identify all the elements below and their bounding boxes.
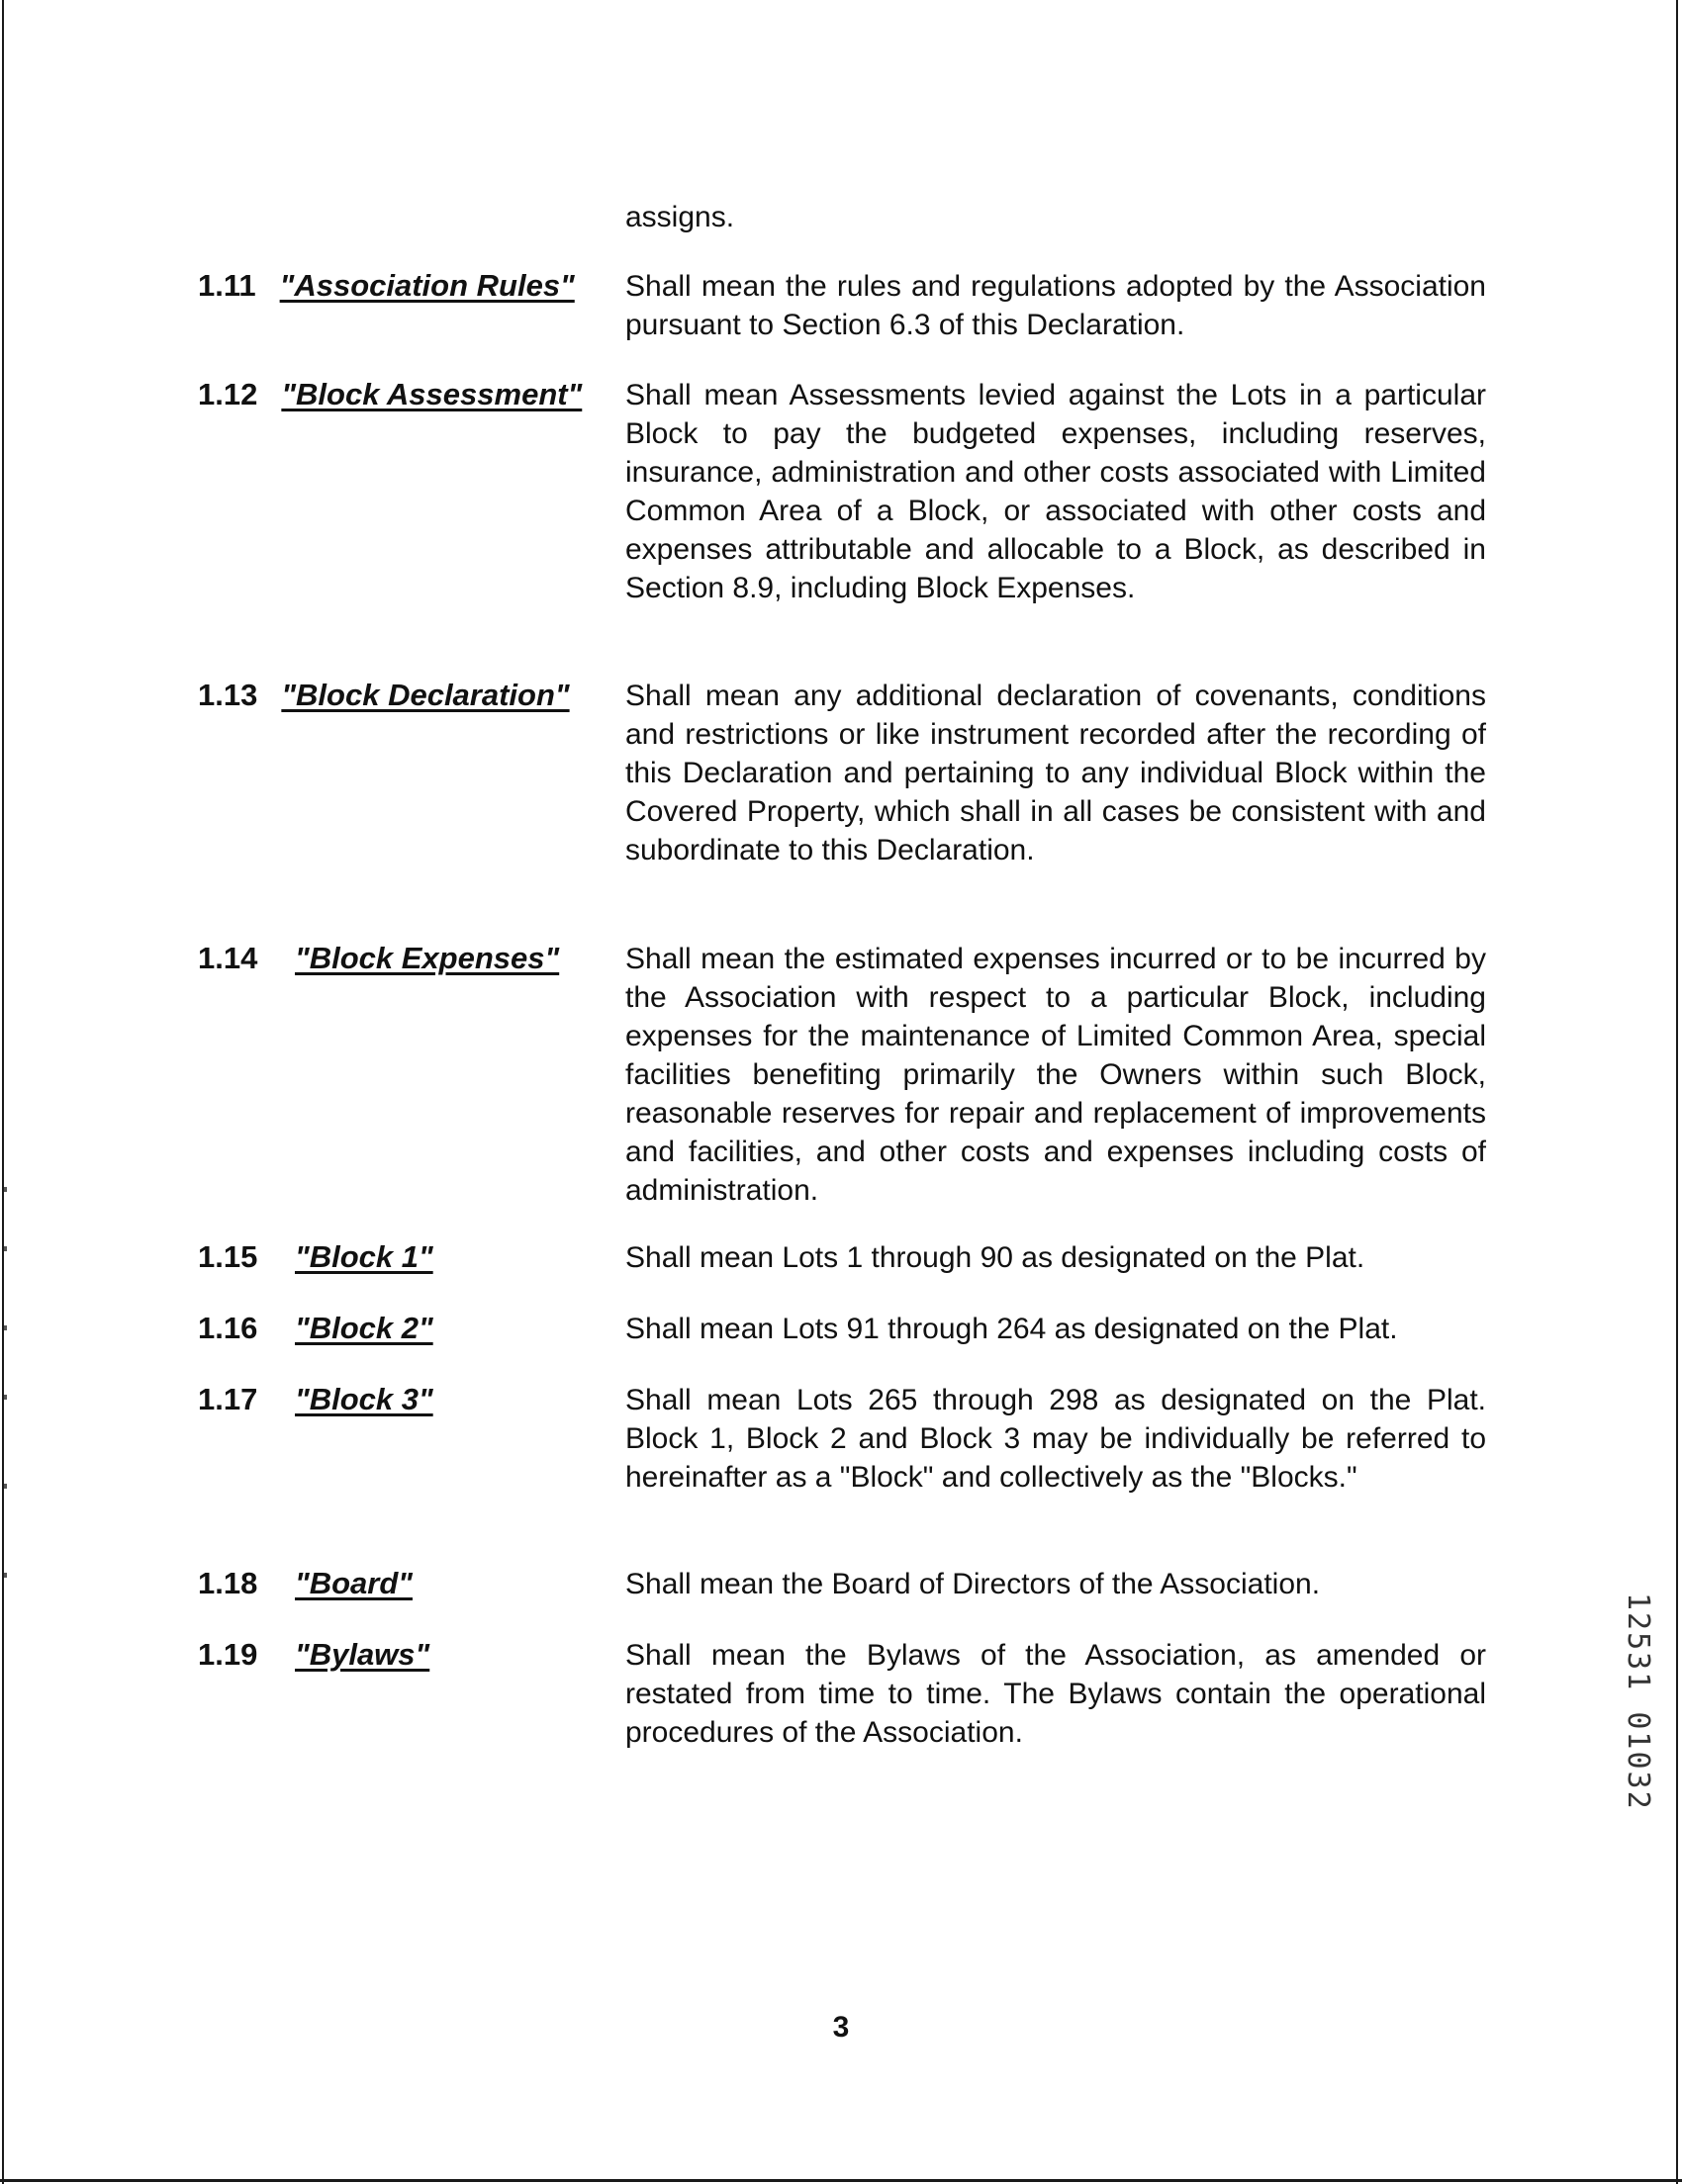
definition-text: Shall mean Assessments levied against the Lots in a particular Block to pay the budgeted expenses, including reserves, insurance, administration and other costs associated with Limited Common Area of a Block, or associated with other costs and expenses attributable and allocable to a Block, as described in Section 8.9, including Block Expenses. [625, 379, 1486, 604]
definition-term [198, 1565, 604, 1602]
page-number: 3 [832, 2011, 850, 2044]
term-name: "Block Assessment" [281, 377, 583, 411]
definition-text: Shall mean the Bylaws of the Association, as amended or restated from time to time. The Bylaws contain the operational procedures of the Association. [625, 1639, 1486, 1749]
section-number: 1.19 [198, 1637, 258, 1672]
section-number: 1.14 [198, 941, 258, 975]
section-number: 1.11 [198, 268, 256, 303]
definition-text: Shall mean the Board of Directors of the Association. [625, 1568, 1321, 1600]
definition-term [198, 677, 604, 714]
definition-term [198, 1310, 604, 1347]
term-name: "Block Declaration" [281, 678, 570, 712]
term-name: "Block 3" [295, 1382, 433, 1416]
section-number: 1.12 [198, 377, 258, 411]
term-name: "Block 1" [295, 1239, 433, 1274]
definition-term [198, 1381, 604, 1418]
section-number: 1.15 [198, 1239, 258, 1274]
definition-text: Shall mean Lots 91 through 264 as designated on the Plat. [625, 1313, 1398, 1345]
definition-term [198, 376, 604, 413]
definition-text: Shall mean the estimated expenses incurred or to be incurred by the Association with respect to a particular Block, including expenses for the maintenance of Limited Common Area, special facilities benefiting primarily the Owners within such Block, reasonable reserves for repair and replacement of improvements and facilities, and other costs and expenses including costs of administration. [625, 943, 1486, 1207]
term-name: "Board" [295, 1566, 413, 1600]
definition-text: Shall mean the rules and regulations adopted by the Association pursuant to Section 6.3 of this Declaration. [625, 270, 1486, 341]
term-name: "Block Expenses" [295, 941, 560, 975]
document-stamp: 12531 01032 [1621, 1592, 1655, 1811]
term-name: "Association Rules" [279, 268, 575, 303]
section-number: 1.18 [198, 1566, 258, 1600]
section-number: 1.17 [198, 1382, 258, 1416]
definition-term [198, 940, 604, 977]
definition-text: Shall mean Lots 1 through 90 as designated on the Plat. [625, 1241, 1365, 1274]
term-name: "Block 2" [295, 1311, 433, 1345]
definition-text: Shall mean Lots 265 through 298 as designated on the Plat. Block 1, Block 2 and Block 3 may be individually be referred to hereinafter as a "Block" and collectively as the "Blocks." [625, 1384, 1486, 1494]
section-number: 1.13 [198, 678, 258, 712]
continuation-text: assigns. [625, 201, 735, 233]
section-number: 1.16 [198, 1311, 258, 1345]
term-name: "Bylaws" [295, 1637, 430, 1672]
definition-term [198, 1238, 604, 1276]
definition-term [198, 267, 604, 305]
definition-text: Shall mean any additional declaration of covenants, conditions and restrictions or like instrument recorded after the recording of this Declaration and pertaining to any individual Block within the Covered Property, which shall in all cases be consistent with and subordinate to this Declaration. [625, 680, 1486, 866]
definition-term [198, 1636, 604, 1674]
